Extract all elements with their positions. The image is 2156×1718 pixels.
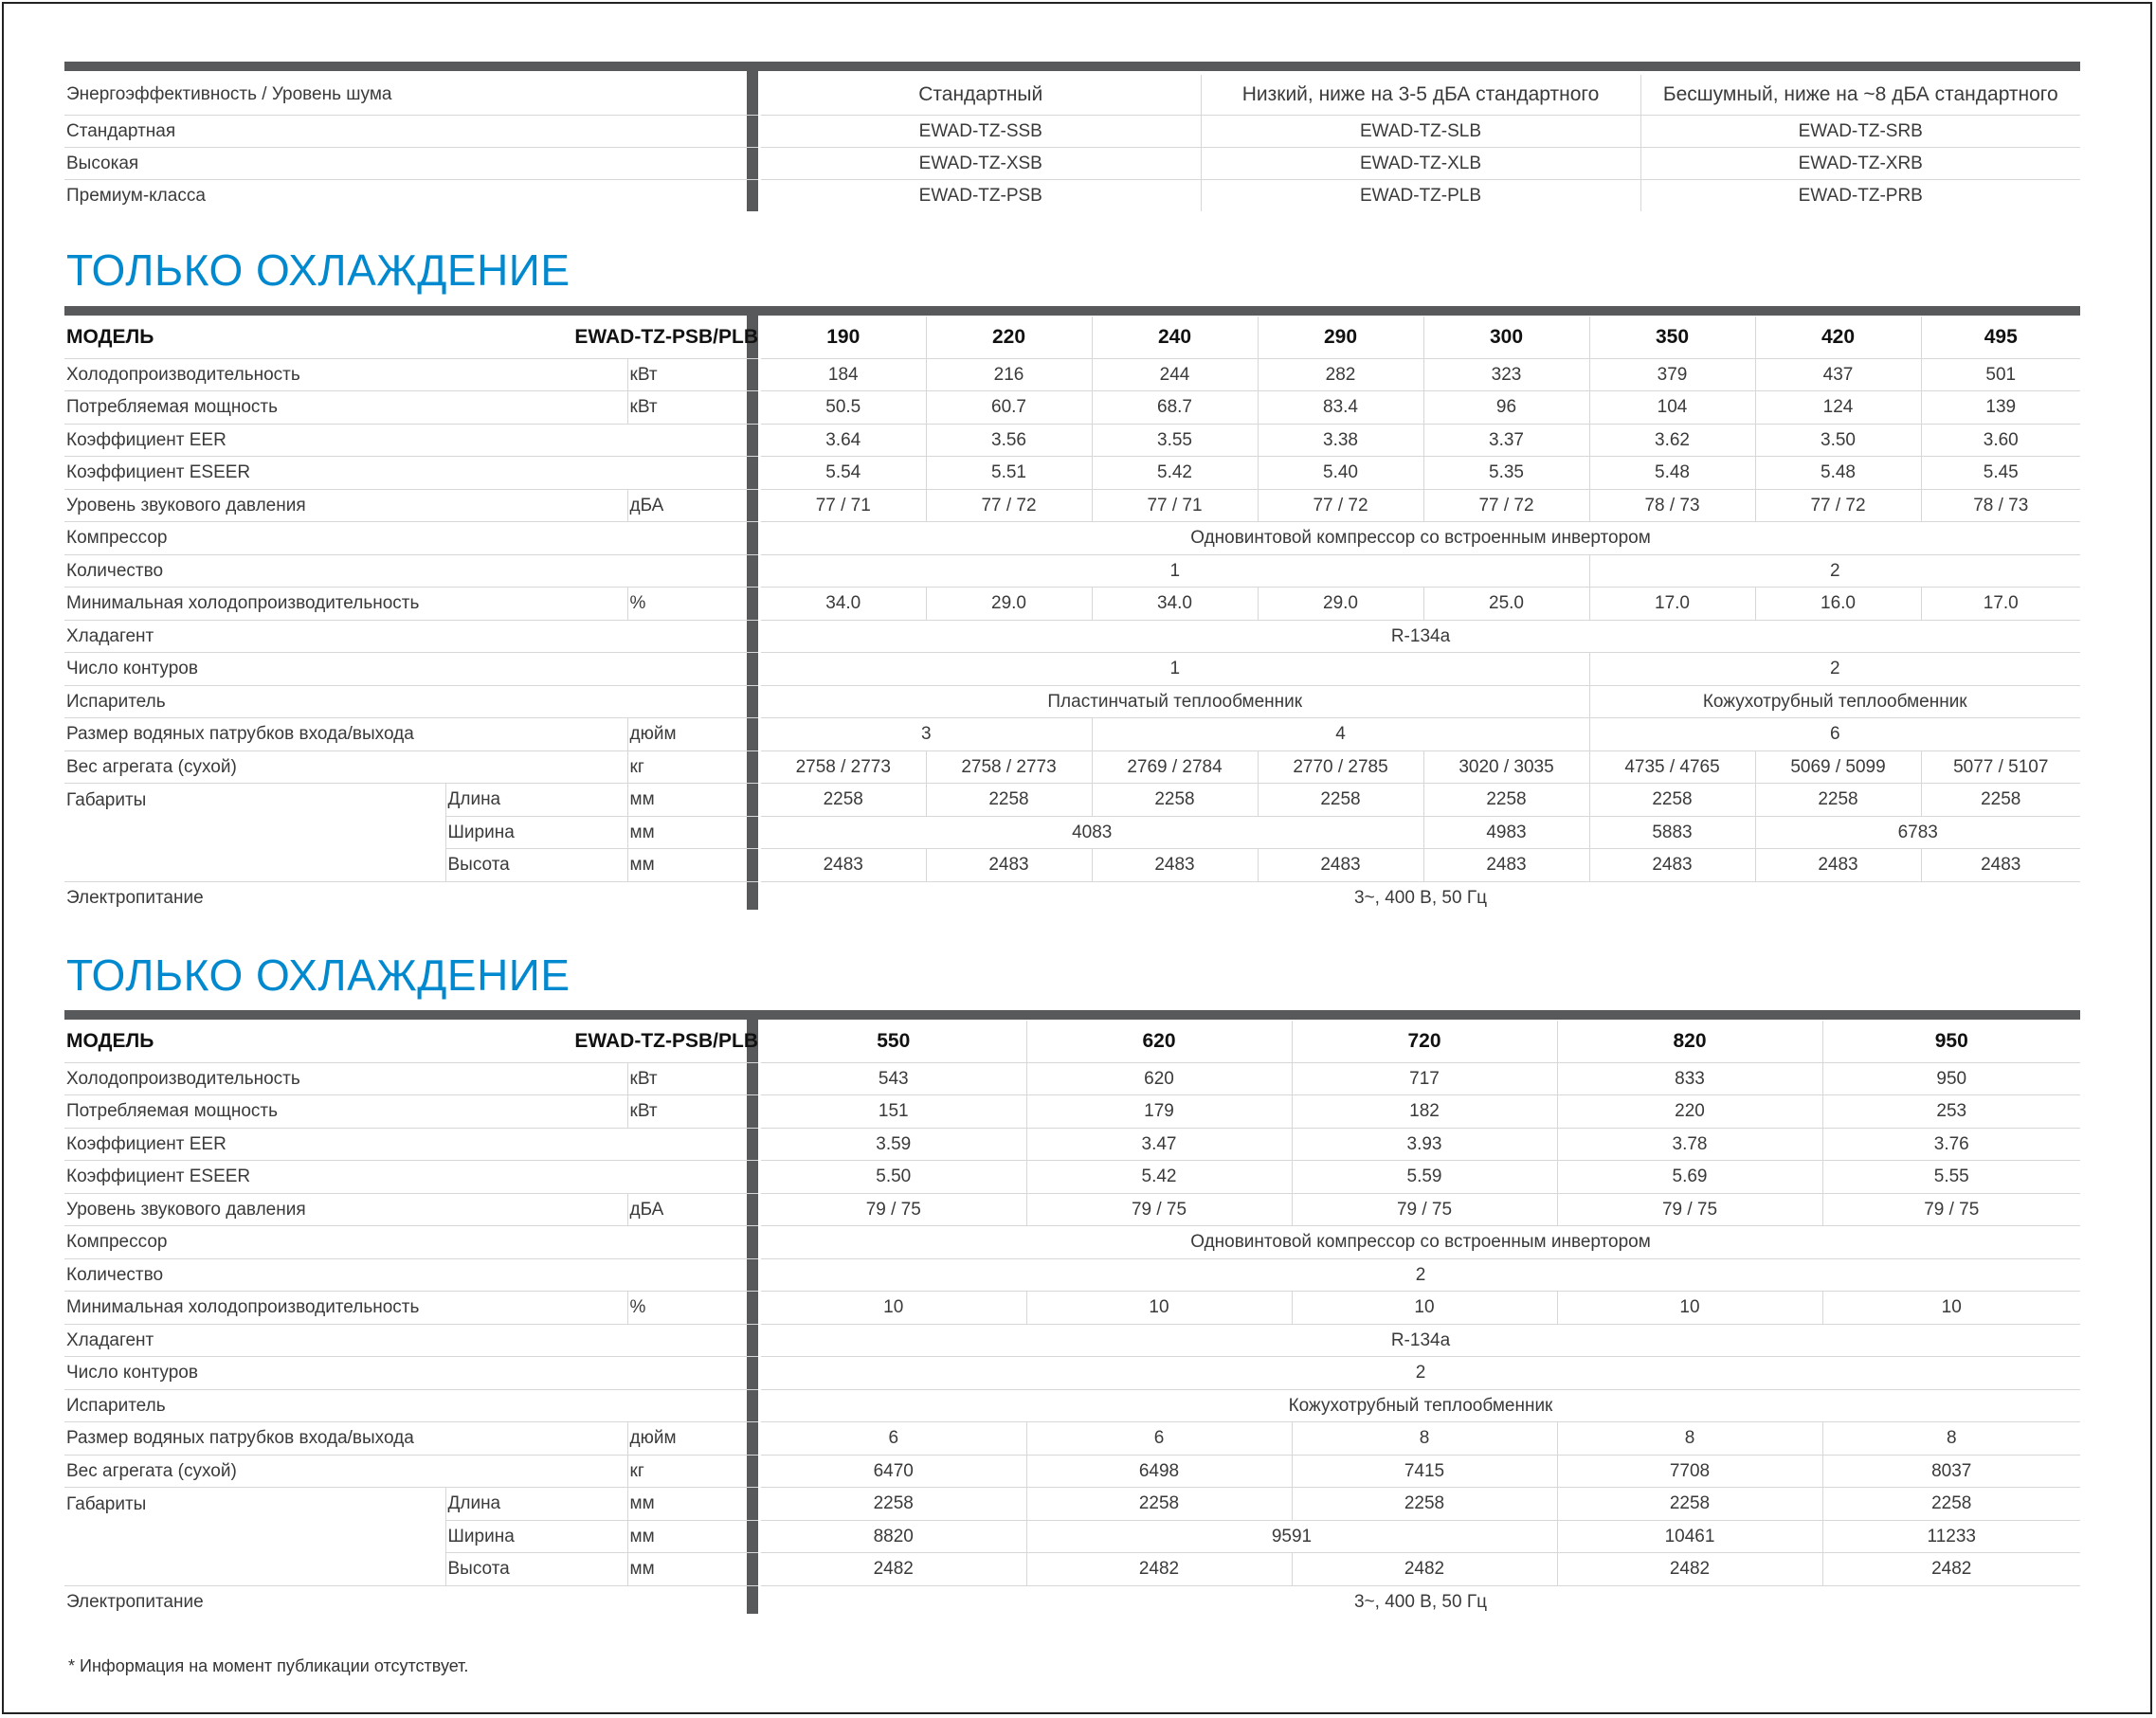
value-cell: 34.0	[1092, 588, 1258, 621]
value-cell: 2258	[926, 784, 1092, 817]
value-cell: 50.5	[761, 391, 926, 425]
value-cell: 77 / 72	[1755, 489, 1921, 522]
value-cell: 29.0	[926, 588, 1092, 621]
value-cell: 216	[926, 358, 1092, 391]
table1-row-weight	[64, 750, 2080, 784]
row-unit: кг	[627, 1455, 758, 1488]
series-header-label: Энергоэффективность / Уровень шума	[64, 75, 758, 115]
value-cell: Кожухотрубный теплообменник	[761, 1389, 2080, 1422]
value-cell: 29.0	[1258, 588, 1423, 621]
value-cell: 6	[1589, 718, 2080, 751]
table1-model: 495	[1921, 316, 2080, 358]
table1-model: 350	[1589, 316, 1755, 358]
table2-model-label: МОДЕЛЬ	[64, 1021, 445, 1062]
value-cell: 16.0	[1755, 588, 1921, 621]
value-cell: 124	[1755, 391, 1921, 425]
table1-row-refrigerant	[64, 620, 2080, 653]
value-cell: 379	[1589, 358, 1755, 391]
value-cell: 5.48	[1755, 457, 1921, 490]
value-cell: 77 / 72	[926, 489, 1092, 522]
row-unit: дБА	[627, 489, 758, 522]
row-label: Уровень звукового давления	[64, 1193, 627, 1226]
table1-row-supply	[64, 881, 2080, 914]
value-cell: 104	[1589, 391, 1755, 425]
table2-model: 620	[1026, 1021, 1292, 1062]
series-row-label: Высокая	[64, 147, 758, 179]
value-cell: 77 / 71	[761, 489, 926, 522]
table1-row-cooling	[64, 358, 2080, 391]
row-unit: мм	[627, 1520, 758, 1553]
row-label: Уровень звукового давления	[64, 489, 627, 522]
value-cell: 17.0	[1589, 588, 1755, 621]
series-cell: EWAD-TZ-SRB	[1640, 115, 2080, 147]
value-cell: 4083	[761, 816, 1423, 849]
value-cell: 3.55	[1092, 424, 1258, 457]
row-label: Количество	[64, 554, 758, 588]
value-cell: 2258	[1822, 1488, 2080, 1521]
value-cell: 2258	[1755, 784, 1921, 817]
value-cell: 1	[761, 653, 1589, 686]
value-cell: 4735 / 4765	[1589, 750, 1755, 784]
value-cell: 1	[761, 554, 1589, 588]
table2-row-sound	[64, 1193, 2080, 1226]
series-table-top-bar	[64, 62, 2080, 71]
value-cell: 5.50	[761, 1161, 1026, 1194]
value-cell: 2482	[1026, 1553, 1292, 1586]
table1-model-row	[64, 316, 2080, 358]
table1-row-compressor	[64, 522, 2080, 555]
series-row	[64, 115, 2080, 147]
value-cell: 5.45	[1921, 457, 2080, 490]
row-unit: кВт	[627, 1095, 758, 1129]
row-label: Коэффициент ESEER	[64, 1161, 758, 1194]
value-cell: 2	[761, 1357, 2080, 1390]
value-cell: 5.35	[1423, 457, 1589, 490]
row-unit: кВт	[627, 1062, 758, 1095]
value-cell: 437	[1755, 358, 1921, 391]
row-label: Потребляемая мощность	[64, 1095, 627, 1129]
row-label: Вес агрегата (сухой)	[64, 750, 627, 784]
value-cell: 5.48	[1589, 457, 1755, 490]
table2-row-weight	[64, 1455, 2080, 1488]
value-cell: 5.51	[926, 457, 1092, 490]
value-cell: Кожухотрубный теплообменник	[1589, 685, 2080, 718]
value-cell: 3.64	[761, 424, 926, 457]
row-unit: мм	[627, 1553, 758, 1586]
value-cell: 2482	[761, 1553, 1026, 1586]
value-cell: 151	[761, 1095, 1026, 1129]
row-sublabel: Ширина	[445, 816, 627, 849]
series-table	[64, 75, 2080, 211]
value-cell: 2258	[1921, 784, 2080, 817]
row-label: Испаритель	[64, 685, 758, 718]
value-cell: 3.60	[1921, 424, 2080, 457]
value-cell: 2258	[1092, 784, 1258, 817]
value-cell: Одновинтовой компрессор со встроенным инвертором	[761, 522, 2080, 555]
value-cell: 79 / 75	[1026, 1193, 1292, 1226]
table2-row-quantity	[64, 1258, 2080, 1292]
table2-row-compressor	[64, 1226, 2080, 1259]
table1-model-name: EWAD-TZ-PSB/PLB	[445, 316, 758, 358]
row-label: Число контуров	[64, 653, 758, 686]
table1-row-power	[64, 391, 2080, 425]
value-cell: 2483	[1258, 849, 1423, 882]
table1-row-circuits	[64, 653, 2080, 686]
row-label: Электропитание	[66, 1592, 204, 1612]
row-unit: %	[627, 1292, 758, 1325]
value-cell: 2258	[761, 1488, 1026, 1521]
row-sublabel: Ширина	[445, 1520, 627, 1553]
row-label: Коэффициент ESEER	[64, 457, 758, 490]
value-cell: 620	[1026, 1062, 1292, 1095]
value-cell: 5.54	[761, 457, 926, 490]
value-cell: 5.69	[1557, 1161, 1822, 1194]
value-cell: 6	[761, 1422, 1026, 1456]
table2-model: 550	[761, 1021, 1026, 1062]
value-cell: 2758 / 2773	[761, 750, 926, 784]
table2-row-pipe	[64, 1422, 2080, 1456]
value-cell: 833	[1557, 1062, 1822, 1095]
value-cell: 2482	[1557, 1553, 1822, 1586]
row-label: Минимальная холодопроизводительность	[64, 1292, 627, 1325]
row-label: Хладагент	[64, 1324, 758, 1357]
row-label: Электропитание	[66, 888, 204, 908]
value-cell: 5.42	[1092, 457, 1258, 490]
series-row	[64, 179, 2080, 211]
value-cell: 3.62	[1589, 424, 1755, 457]
value-cell: 3.38	[1258, 424, 1423, 457]
value-cell: 79 / 75	[1557, 1193, 1822, 1226]
table2-row-eer	[64, 1128, 2080, 1161]
value-cell: 8	[1557, 1422, 1822, 1456]
value-cell: 3.78	[1557, 1128, 1822, 1161]
value-cell: 2258	[761, 784, 926, 817]
value-cell: 3.56	[926, 424, 1092, 457]
series-cell: EWAD-TZ-XSB	[761, 147, 1201, 179]
value-cell: 253	[1822, 1095, 2080, 1129]
value-cell: 2258	[1589, 784, 1755, 817]
table1-title: ТОЛЬКО ОХЛАЖДЕНИЕ	[66, 245, 571, 295]
row-label: Число контуров	[64, 1357, 758, 1390]
value-cell: 717	[1292, 1062, 1557, 1095]
value-cell: 2258	[1423, 784, 1589, 817]
value-cell: 3020 / 3035	[1423, 750, 1589, 784]
table2-row-evaporator	[64, 1389, 2080, 1422]
table2-row-circuits	[64, 1357, 2080, 1390]
table1-row-quantity	[64, 554, 2080, 588]
value-cell: 4983	[1423, 816, 1589, 849]
value-cell: 25.0	[1423, 588, 1589, 621]
table2-title: ТОЛЬКО ОХЛАЖДЕНИЕ	[66, 950, 571, 1000]
table1-row-sound	[64, 489, 2080, 522]
value-cell: 543	[761, 1062, 1026, 1095]
value-cell: 2483	[1921, 849, 2080, 882]
value-cell: 5.42	[1026, 1161, 1292, 1194]
row-unit: мм	[627, 816, 758, 849]
value-cell: 2483	[1755, 849, 1921, 882]
value-cell: 10	[761, 1292, 1026, 1325]
table2-row-supply	[64, 1585, 2080, 1619]
series-cell: EWAD-TZ-XLB	[1201, 147, 1640, 179]
value-cell: 8037	[1822, 1455, 2080, 1488]
row-label: Компрессор	[64, 522, 758, 555]
row-sublabel: Высота	[445, 1553, 627, 1586]
value-cell: 7415	[1292, 1455, 1557, 1488]
value-cell: 184	[761, 358, 926, 391]
row-label: Холодопроизводительность	[64, 1062, 627, 1095]
table1-model: 220	[926, 316, 1092, 358]
table1-model: 240	[1092, 316, 1258, 358]
value-cell: 2258	[1557, 1488, 1822, 1521]
value-cell: 282	[1258, 358, 1423, 391]
row-unit: мм	[627, 784, 758, 817]
value-cell: 501	[1921, 358, 2080, 391]
value-cell: 60.7	[926, 391, 1092, 425]
row-label: Количество	[64, 1258, 758, 1292]
table1-row-evaporator	[64, 685, 2080, 718]
series-cell: EWAD-TZ-XRB	[1640, 147, 2080, 179]
table2-row-min-capacity	[64, 1292, 2080, 1325]
value-cell: 950	[1822, 1062, 2080, 1095]
row-unit: дБА	[627, 1193, 758, 1226]
row-label: Минимальная холодопроизводительность	[64, 588, 627, 621]
table2-row-cooling	[64, 1062, 2080, 1095]
table1-model-label: МОДЕЛЬ	[64, 316, 445, 358]
value-cell: 6498	[1026, 1455, 1292, 1488]
value-cell: 3.50	[1755, 424, 1921, 457]
value-cell: 5.40	[1258, 457, 1423, 490]
value-cell: 10461	[1557, 1520, 1822, 1553]
table1-row-eseer	[64, 457, 2080, 490]
table2-model: 820	[1557, 1021, 1822, 1062]
value-cell: 3.76	[1822, 1128, 2080, 1161]
table1-row-pipe	[64, 718, 2080, 751]
value-cell: R-134a	[761, 1324, 2080, 1357]
value-cell: 2483	[1589, 849, 1755, 882]
value-cell: 220	[1557, 1095, 1822, 1129]
table1-model: 290	[1258, 316, 1423, 358]
row-label: Размер водяных патрубков входа/выхода	[64, 1422, 627, 1456]
series-cell: EWAD-TZ-SLB	[1201, 115, 1640, 147]
value-cell: 79 / 75	[1822, 1193, 2080, 1226]
value-cell: 3.37	[1423, 424, 1589, 457]
value-cell: 3.59	[761, 1128, 1026, 1161]
row-unit: мм	[627, 849, 758, 882]
value-cell: 79 / 75	[1292, 1193, 1557, 1226]
row-label: Коэффициент EER	[64, 424, 758, 457]
series-row-label: Премиум-класса	[66, 185, 206, 206]
value-cell: 6783	[1755, 816, 2080, 849]
row-unit: мм	[627, 1488, 758, 1521]
row-label: Размер водяных патрубков входа/выхода	[64, 718, 627, 751]
table2-model: 950	[1822, 1021, 2080, 1062]
table1-model: 300	[1423, 316, 1589, 358]
value-cell: 2258	[1292, 1488, 1557, 1521]
value-cell: 2482	[1822, 1553, 2080, 1586]
value-cell: 179	[1026, 1095, 1292, 1129]
value-cell: 77 / 72	[1258, 489, 1423, 522]
series-col-silent: Бесшумный, ниже на ~8 дБА стандартного	[1640, 75, 2080, 115]
series-cell: EWAD-TZ-PLB	[1201, 179, 1640, 211]
row-label: Хладагент	[64, 620, 758, 653]
value-cell: 244	[1092, 358, 1258, 391]
row-sublabel: Длина	[445, 784, 627, 817]
row-unit: кг	[627, 750, 758, 784]
row-label: Холодопроизводительность	[64, 358, 627, 391]
table1-model: 420	[1755, 316, 1921, 358]
value-cell: 3.47	[1026, 1128, 1292, 1161]
row-label: Компрессор	[64, 1226, 758, 1259]
table1-model: 190	[761, 316, 926, 358]
value-cell: 323	[1423, 358, 1589, 391]
value-cell: 4	[1092, 718, 1589, 751]
table1-row-min-capacity	[64, 588, 2080, 621]
value-cell: 5.59	[1292, 1161, 1557, 1194]
table1-top-bar	[64, 306, 2080, 316]
value-cell: 182	[1292, 1095, 1557, 1129]
value-cell: 10	[1557, 1292, 1822, 1325]
value-cell: 78 / 73	[1589, 489, 1755, 522]
value-cell: 77 / 71	[1092, 489, 1258, 522]
value-cell: 3.93	[1292, 1128, 1557, 1161]
value-cell: 2483	[1423, 849, 1589, 882]
value-cell: 2758 / 2773	[926, 750, 1092, 784]
value-cell: 77 / 72	[1423, 489, 1589, 522]
value-cell: 2770 / 2785	[1258, 750, 1423, 784]
row-label: Габариты	[64, 1488, 445, 1586]
table2-row-eseer	[64, 1161, 2080, 1194]
row-label: Вес агрегата (сухой)	[64, 1455, 627, 1488]
row-label: Потребляемая мощность	[64, 391, 627, 425]
row-sublabel: Высота	[445, 849, 627, 882]
value-cell: 2258	[1258, 784, 1423, 817]
value-cell: 6	[1026, 1422, 1292, 1456]
table2-model-name: EWAD-TZ-PSB/PLB	[445, 1021, 758, 1062]
value-cell: 78 / 73	[1921, 489, 2080, 522]
row-unit: дюйм	[627, 1422, 758, 1456]
value-cell: 68.7	[1092, 391, 1258, 425]
value-cell: 2482	[1292, 1553, 1557, 1586]
value-cell: 2483	[926, 849, 1092, 882]
series-row	[64, 147, 2080, 179]
series-cell: EWAD-TZ-PRB	[1640, 179, 2080, 211]
value-cell: 2	[761, 1258, 2080, 1292]
table2-model: 720	[1292, 1021, 1557, 1062]
series-row-label: Стандартная	[64, 115, 758, 147]
table1-row-length	[64, 784, 2080, 817]
value-cell: R-134a	[761, 620, 2080, 653]
value-cell: 5077 / 5107	[1921, 750, 2080, 784]
value-cell: 2483	[1092, 849, 1258, 882]
value-cell: 3~, 400 В, 50 Гц	[1353, 1592, 1487, 1612]
value-cell: 11233	[1822, 1520, 2080, 1553]
table2-row-power	[64, 1095, 2080, 1129]
value-cell: 10	[1292, 1292, 1557, 1325]
value-cell: Одновинтовой компрессор со встроенным инвертором	[761, 1226, 2080, 1259]
row-unit: %	[627, 588, 758, 621]
row-unit: кВт	[627, 358, 758, 391]
series-col-standard: Стандартный	[761, 75, 1201, 115]
row-unit: кВт	[627, 391, 758, 425]
value-cell: 9591	[1026, 1520, 1557, 1553]
table2-row-length	[64, 1488, 2080, 1521]
value-cell: 17.0	[1921, 588, 2080, 621]
series-header-row	[64, 75, 2080, 115]
value-cell: 5.55	[1822, 1161, 2080, 1194]
row-label: Испаритель	[64, 1389, 758, 1422]
table2	[64, 1021, 2080, 1619]
value-cell: 5883	[1589, 816, 1755, 849]
value-cell: 3~, 400 В, 50 Гц	[1353, 888, 1487, 908]
value-cell: 2483	[761, 849, 926, 882]
value-cell: 79 / 75	[761, 1193, 1026, 1226]
value-cell: 2	[1589, 554, 2080, 588]
value-cell: 139	[1921, 391, 2080, 425]
value-cell: 8	[1822, 1422, 2080, 1456]
table1	[64, 316, 2080, 914]
value-cell: Пластинчатый теплообменник	[761, 685, 1589, 718]
value-cell: 34.0	[761, 588, 926, 621]
value-cell: 96	[1423, 391, 1589, 425]
value-cell: 2	[1589, 653, 2080, 686]
value-cell: 5069 / 5099	[1755, 750, 1921, 784]
table2-model-row	[64, 1021, 2080, 1062]
value-cell: 8820	[761, 1520, 1026, 1553]
value-cell: 10	[1026, 1292, 1292, 1325]
value-cell: 3	[761, 718, 1092, 751]
value-cell: 2258	[1026, 1488, 1292, 1521]
table2-top-bar	[64, 1010, 2080, 1020]
value-cell: 8	[1292, 1422, 1557, 1456]
table2-row-refrigerant	[64, 1324, 2080, 1357]
row-unit: дюйм	[627, 718, 758, 751]
footnote: * Информация на момент публикации отсутствует.	[68, 1656, 469, 1675]
row-label: Коэффициент EER	[64, 1128, 758, 1161]
series-cell: EWAD-TZ-PSB	[918, 185, 1042, 206]
row-sublabel: Длина	[445, 1488, 627, 1521]
value-cell: 2769 / 2784	[1092, 750, 1258, 784]
row-label: Габариты	[64, 784, 445, 882]
value-cell: 7708	[1557, 1455, 1822, 1488]
value-cell: 6470	[761, 1455, 1026, 1488]
value-cell: 83.4	[1258, 391, 1423, 425]
value-cell: 10	[1822, 1292, 2080, 1325]
table1-row-eer	[64, 424, 2080, 457]
series-col-low: Низкий, ниже на 3-5 дБА стандартного	[1201, 75, 1640, 115]
series-cell: EWAD-TZ-SSB	[761, 115, 1201, 147]
